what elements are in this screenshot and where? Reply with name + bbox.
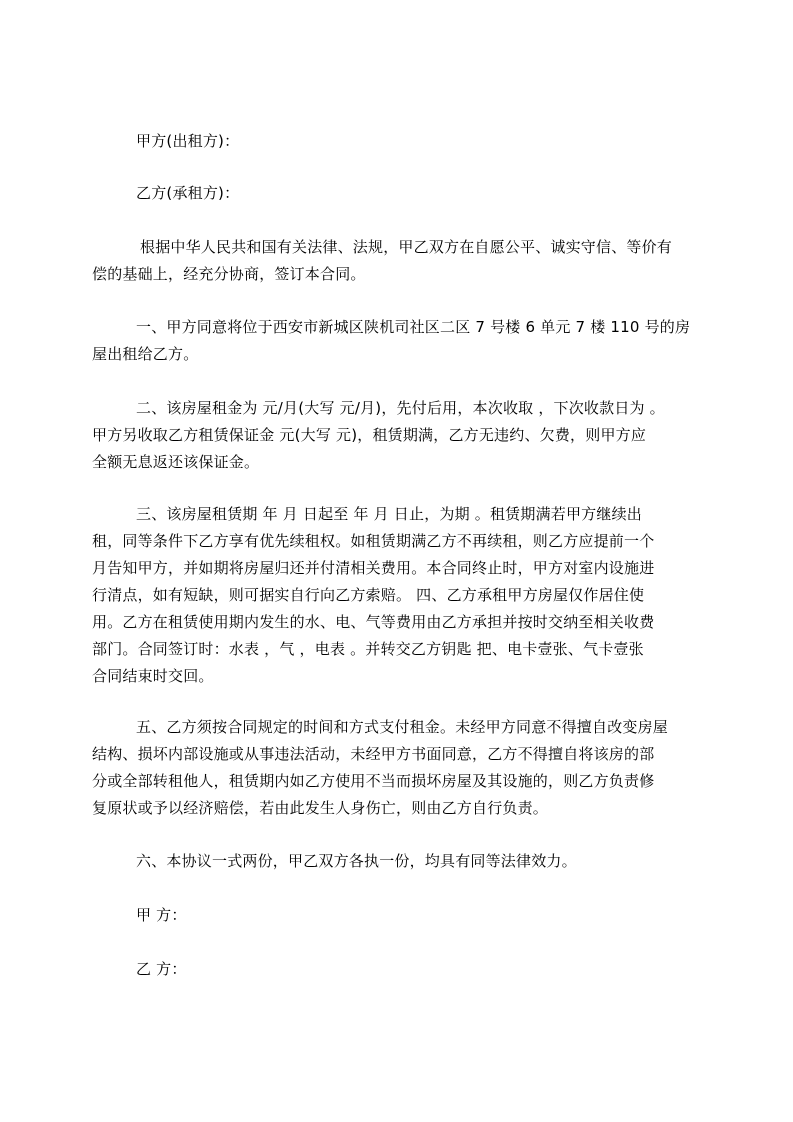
clause-3-line: 月告知甲方，并如期将房屋归还并付清相关费用。本合同终止时，甲方对室内设施进 xyxy=(92,559,655,577)
signature-party-b-label: 乙 方： xyxy=(136,960,187,978)
clause-1-line: 屋出租给乙方。 xyxy=(92,345,199,363)
clause-5-line: 结构、损坏内部设施或从事违法活动，未经甲方书面同意，乙方不得擅自将该房的部 xyxy=(92,745,655,763)
signature-party-a-label: 甲 方： xyxy=(136,906,187,924)
party-a-header xyxy=(136,128,756,155)
party-b-header xyxy=(136,180,756,207)
clause-6-line: 六、本协议一式两份，甲乙双方各执一份，均具有同等法律效力。 xyxy=(136,852,577,870)
preamble-line: 偿的基础上，经充分协商，签订本合同。 xyxy=(92,265,366,283)
clause-1-line: 一、甲方同意将位于西安市新城区陕机司社区二区 7 号楼 6 单元 7 楼 110 号的房 xyxy=(136,318,691,336)
clause-5-line: 分或全部转租他人，租赁期内如乙方使用不当而损坏房屋及其设施的，则乙方负责修 xyxy=(92,772,655,790)
clause-3-line: 三、该房屋租赁期 年 月 日起至 年 月 日止，为期 。租赁期满若甲方继续出 xyxy=(136,505,642,523)
party-a-header-text: 甲方(出租方)： xyxy=(136,132,240,150)
clause-2-line: 甲方另收取乙方租赁保证金 元(大写 元)，租赁期满，乙方无违约、欠费，则甲方应 xyxy=(92,426,647,444)
clause-2-paragraph xyxy=(92,395,712,476)
clause-5-paragraph xyxy=(92,714,712,822)
clause-3-line: 部门。合同签订时：水表 ，气 ，电表 。并转交乙方钥匙 把、电卡壹张、气卡壹张 xyxy=(92,640,644,658)
clause-3-line: 租，同等条件下乙方享有优先续租权。如租赁期满乙方不再续租，则乙方应提前一个 xyxy=(92,532,655,550)
signature-party-a xyxy=(136,902,756,929)
clause-3-line: 行清点，如有短缺，则可据实自行向乙方索赔。 四、乙方承租甲方房屋仅作居住使 xyxy=(92,586,645,604)
party-b-header-text: 乙方(承租方)： xyxy=(136,184,240,202)
preamble-paragraph xyxy=(92,234,712,288)
clause-3-paragraph xyxy=(92,501,712,690)
clause-3-line: 合同结束时交回。 xyxy=(92,667,214,685)
clause-1-paragraph xyxy=(92,314,712,368)
preamble-line: 根据中华人民共和国有关法律、法规，甲乙双方在自愿公平、诚实守信、等价有 xyxy=(140,238,673,256)
clause-2-line: 二、该房屋租金为 元/月(大写 元/月)，先付后用，本次收取 ，下次收款日为 。 xyxy=(136,399,665,417)
signature-party-b xyxy=(136,956,756,983)
clause-6-paragraph xyxy=(136,848,756,875)
clause-3-line: 用。乙方在租赁使用期内发生的水、电、气等费用由乙方承担并按时交纳至相关收费 xyxy=(92,613,655,631)
clause-5-line: 五、乙方须按合同规定的时间和方式支付租金。未经甲方同意不得擅自改变房屋 xyxy=(136,718,669,736)
clause-2-line: 全额无息返还该保证金。 xyxy=(92,453,260,471)
clause-5-line: 复原状或予以经济赔偿，若由此发生人身伤亡，则由乙方自行负责。 xyxy=(92,799,549,817)
